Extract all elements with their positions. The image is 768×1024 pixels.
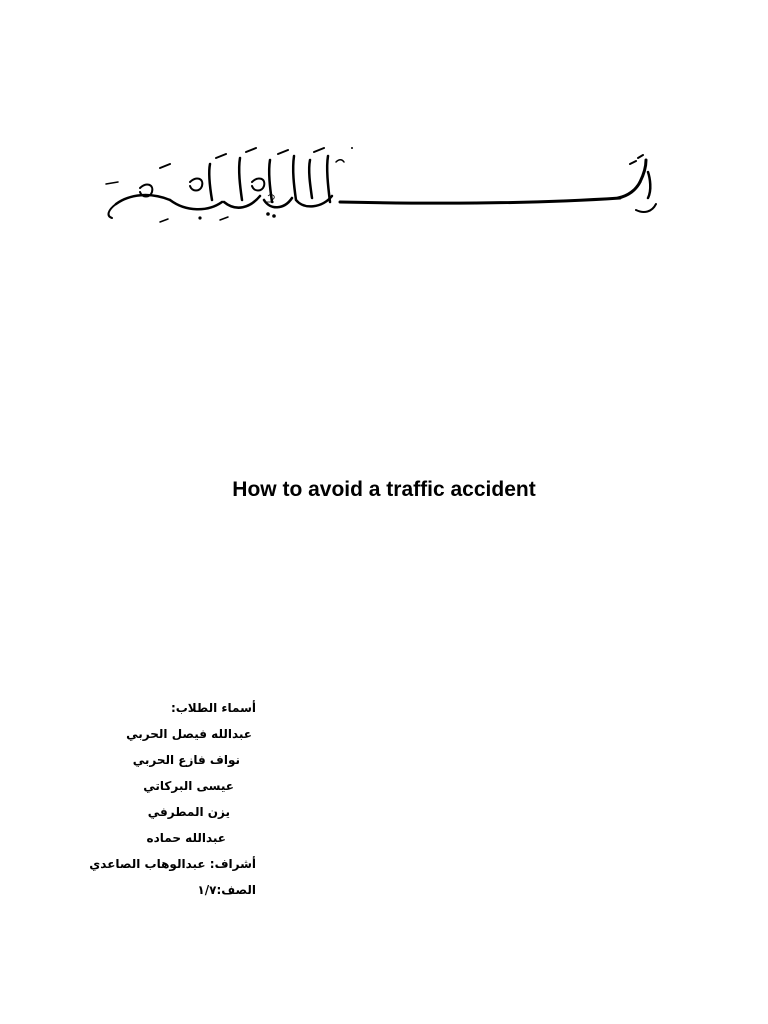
class-line: الصف:١/٧ <box>197 883 256 897</box>
student-name: يزن المطرفي <box>147 805 230 819</box>
document-title: How to avoid a traffic accident <box>232 478 536 501</box>
student-name: عيسى البركاتي <box>143 779 234 793</box>
students-heading: أسماء الطلاب: <box>170 701 256 715</box>
student-name: نواف فازع الحربي <box>132 753 240 767</box>
students-block <box>36 698 256 906</box>
student-name: عبدالله فيصل الحربي <box>126 727 252 741</box>
basmala-calligraphy <box>100 138 660 228</box>
supervisor-line: أشراف: عبدالوهاب الصاعدي <box>89 857 256 871</box>
student-name: عبدالله حماده <box>146 831 226 845</box>
